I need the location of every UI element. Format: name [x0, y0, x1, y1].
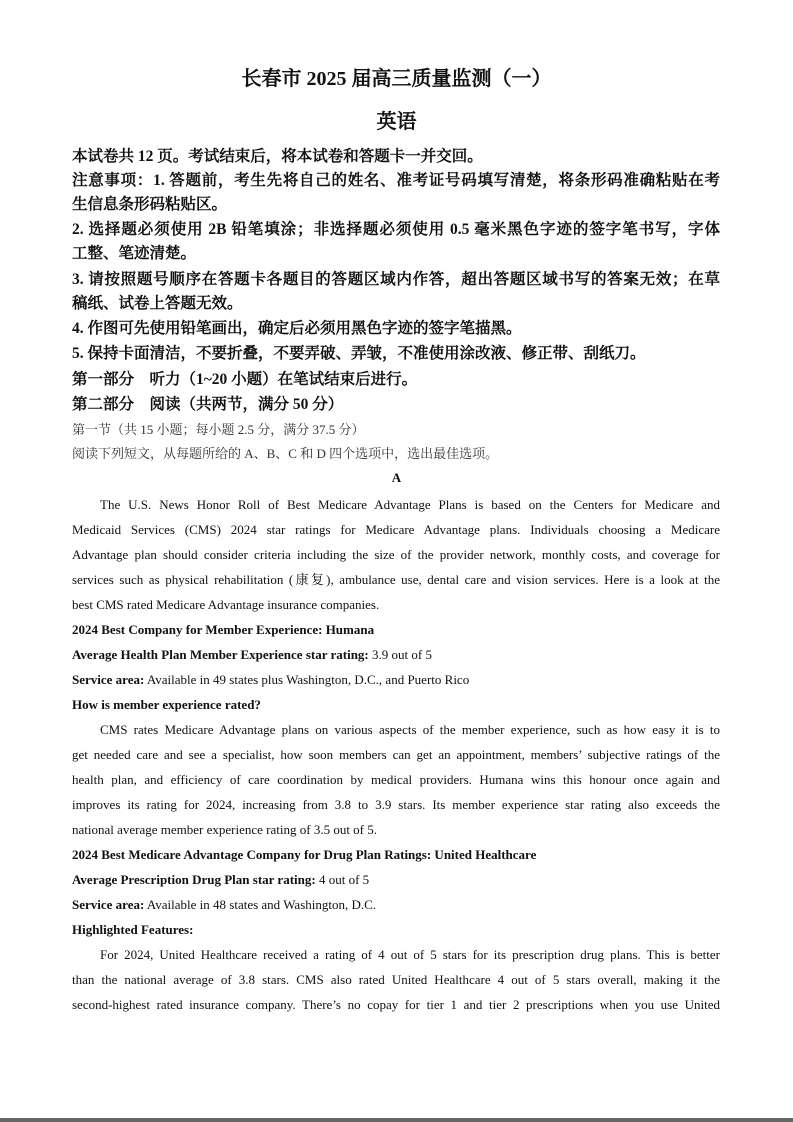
rating-value: 4 out of 5 — [315, 872, 370, 887]
passage-line: than the national average of 3.8 stars. CMS also rated United Healthcare 4 out of 5 stars overall, making it the — [72, 972, 720, 987]
passage-line: For 2024, United Healthcare received a rating of 4 out of 5 stars for its prescription drug plans. This is better — [100, 947, 720, 962]
passage-line: CMS rates Medicare Advantage plans on various aspects of the member experience, such as how easy it is to — [100, 722, 720, 737]
instruction-line: 注意事项：1. 答题前，考生先将自己的姓名、准考证号码填写清楚，将条形码准确粘贴在考 — [72, 172, 720, 189]
service-area-value: Available in 49 states plus Washington, D.C., and Puerto Rico — [144, 672, 470, 687]
rating-value: 3.9 out of 5 — [368, 647, 432, 662]
instruction-line: 工整、笔迹清楚。 — [72, 245, 197, 262]
rating-label: Average Prescription Drug Plan star rating: — [72, 872, 316, 887]
instruction-line: 稿纸、试卷上答题无效。 — [72, 295, 243, 312]
service-area-label: Service area: — [72, 672, 145, 687]
exam-title: 长春市 2025 届高三质量监测（一） — [241, 68, 552, 90]
subheading: 2024 Best Medicare Advantage Company for Drug Plan Ratings: United Healthcare — [72, 847, 537, 862]
section-info: 第一节（共 15 小题；每小题 2.5 分，满分 37.5 分） — [72, 422, 365, 437]
part-one-heading: 第一部分 听力（1~20 小题）在笔试结束后进行。 — [72, 371, 418, 388]
passage-line: Medicaid Services (CMS) 2024 star ratings for Medicare Advantage plans. Individuals choosing a Medicare — [72, 522, 720, 537]
instruction-line: 本试卷共 12 页。考试结束后，将本试卷和答题卡一并交回。 — [72, 148, 483, 165]
service-area-value: Available in 48 states and Washington, D.C. — [144, 897, 377, 912]
service-area-line — [72, 670, 720, 690]
subject-title: 英语 — [376, 111, 417, 133]
section-directions: 阅读下列短文，从每题所给的 A、B、C 和 D 四个选项中，选出最佳选项。 — [72, 446, 499, 461]
instruction-line: 3. 请按照题号顺序在答题卡各题目的答题区域内作答，超出答题区域书写的答案无效；在草 — [72, 271, 720, 288]
rating-label: Average Health Plan Member Experience star rating: — [72, 647, 369, 662]
page-bottom-divider — [0, 1118, 793, 1122]
subheading: Highlighted Features: — [72, 922, 194, 937]
passage-line: best CMS rated Medicare Advantage insurance companies. — [72, 597, 380, 612]
passage-line: improves its rating for 2024, increasing from 3.8 to 3.9 stars. Its member experience star rating also exceeds the — [72, 797, 720, 812]
part-two-heading: 第二部分 阅读（共两节，满分 50 分） — [72, 396, 344, 413]
passage-line: health plan, and efficiency of care coordination by medical providers. Humana wins this honour once again and — [72, 772, 720, 787]
passage-line: The U.S. News Honor Roll of Best Medicare Advantage Plans is based on the Centers for Medicare and — [100, 497, 720, 512]
instruction-line: 4. 作图可先使用铅笔画出，确定后必须用黑色字迹的签字笔描黑。 — [72, 320, 522, 337]
rating-line — [72, 645, 720, 665]
passage-line: second-highest rated insurance company. There’s no copay for tier 1 and tier 2 prescriptions when you use United — [72, 997, 720, 1012]
passage-line: national average member experience rating of 3.5 out of 5. — [72, 822, 378, 837]
passage-line: Advantage plan should consider criteria including the size of the provider network, monthly costs, and coverage for — [72, 547, 720, 562]
service-area-label: Service area: — [72, 897, 145, 912]
subheading: How is member experience rated? — [72, 697, 261, 712]
instruction-line: 生信息条形码粘贴区。 — [72, 196, 228, 213]
instruction-line: 2. 选择题必须使用 2B 铅笔填涂；非选择题必须使用 0.5 毫米黑色字迹的签字笔书写，字体 — [72, 221, 720, 238]
instruction-line: 5. 保持卡面清洁，不要折叠，不要弄破、弄皱，不准使用涂改液、修正带、刮纸刀。 — [72, 345, 646, 362]
service-area-line — [72, 895, 720, 915]
passage-line: services such as physical rehabilitation (康复), ambulance use, dental care and vision services. Here is a look at the — [72, 572, 720, 587]
passage-line: get needed care and see a specialist, how soon members can get an appointment, members’ subjective ratings of the — [72, 747, 720, 762]
subheading: 2024 Best Company for Member Experience: Humana — [72, 622, 375, 637]
passage-label: A — [391, 470, 402, 485]
rating-line — [72, 870, 720, 890]
